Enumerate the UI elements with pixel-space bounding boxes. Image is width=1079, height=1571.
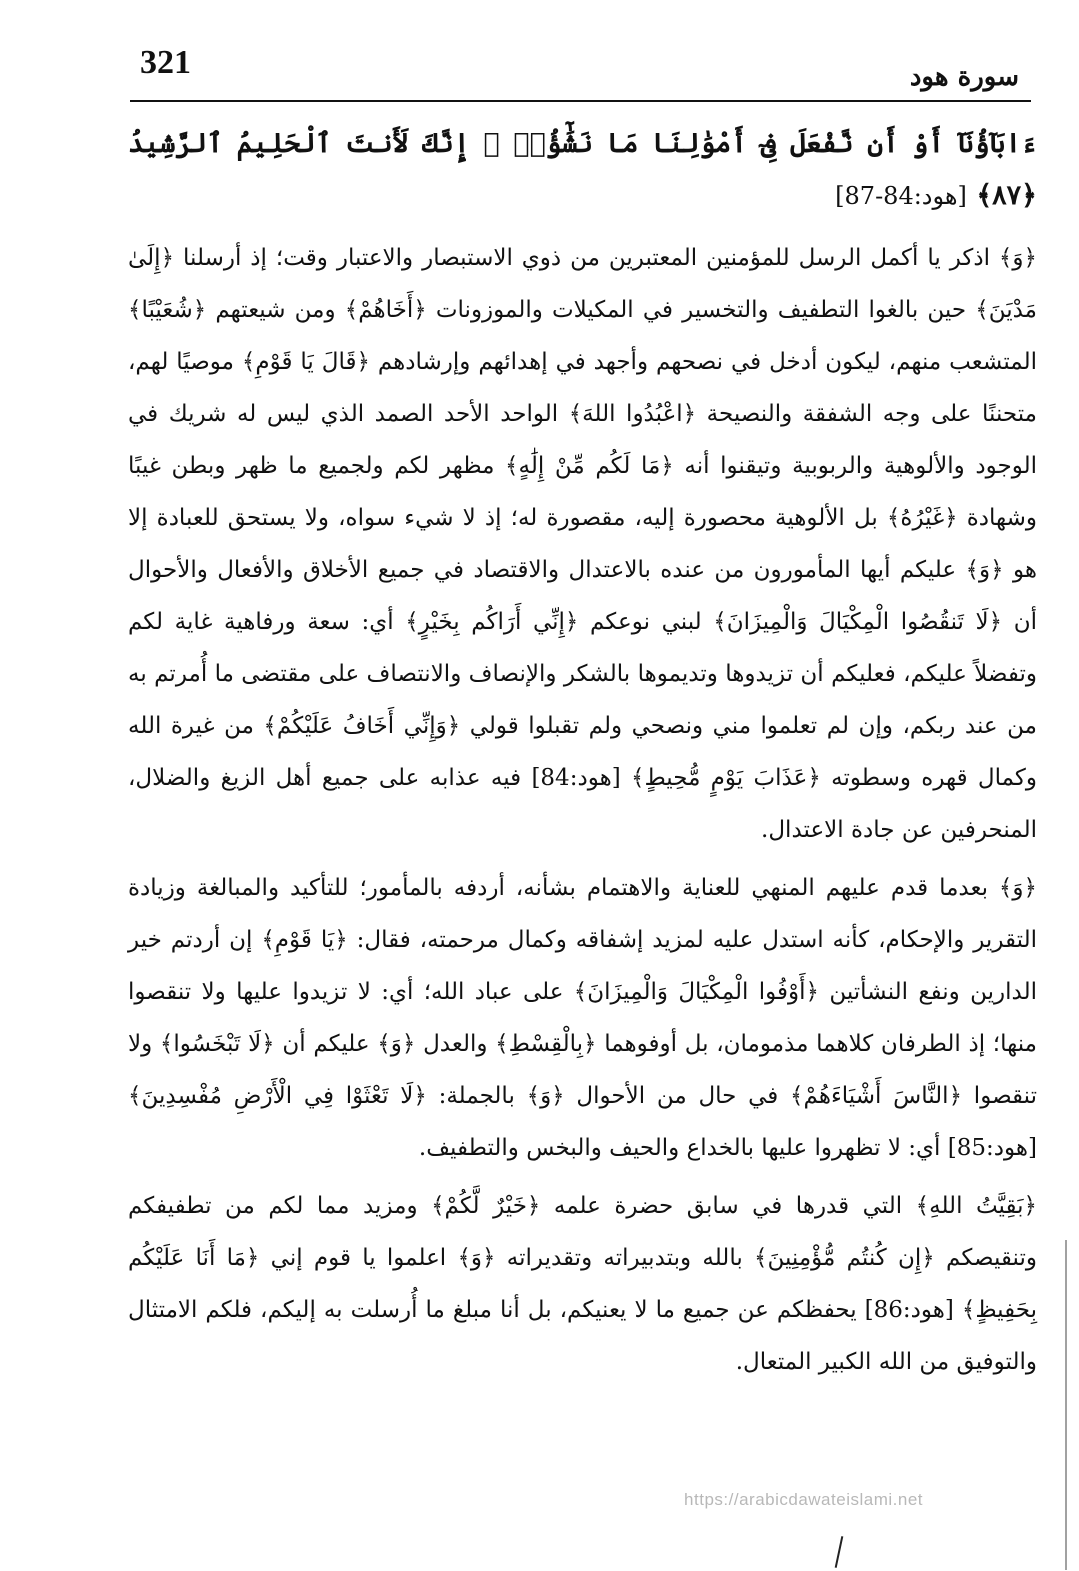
page-header (130, 40, 1031, 102)
surah-name: سورة هود (909, 62, 1019, 92)
page-edge-shadow (1065, 1240, 1075, 1570)
verse-text: ءَابَآؤُنَآ أَوْ أَن نَّفْعَلَ فِىٓ أَمْوَٰلِنَا مَا نَشَٰٓؤُا۟ ۖ إِنَّكَ لَأَنتَ ٱلْحَلِيمُ ٱلرَّشِيدُ ﴿٨٧﴾ (128, 128, 1037, 211)
verse-reference: [هود:84-87] (835, 182, 967, 210)
commentary-paragraph-2: ﴿وَ﴾ بعدما قدم عليهم المنهي للعناية والاهتمام بشأنه، أردفه بالمأمور؛ للتأكيد والمبالغة وزيادة التقرير والإحكام، كأنه استدل عليه لمزيد إشفاقه وكمال مرحمته، فقال: ﴿يَا قَوْمِ﴾ إن أردتم خير الدارين ونفع النشأتين ﴿أَوْفُوا الْمِكْيَالَ وَالْمِيزَانَ﴾ على عباد الله؛ أي: لا تزيدوا عليها ولا تنقصوا منها؛ إذ الطرفان كلاهما مذمومان، بل أوفوهما ﴿بِالْقِسْطِ﴾ والعدل ﴿وَ﴾ عليكم أن ﴿لَا تَبْخَسُوا﴾ ولا تنقصوا ﴿النَّاسَ أَشْيَاءَهُمْ﴾ في حال من الأحوال ﴿وَ﴾ بالجملة: ﴿لَا تَعْثَوْا فِي الْأَرْضِ مُفْسِدِينَ﴾ [هود:85] أي: لا تظهروا عليها بالخداع والحيف والبخس والتطفيف. (128, 875, 1037, 1161)
watermark-url: https://arabicdawateislami.net (684, 1490, 923, 1509)
quran-verse (128, 118, 1037, 222)
commentary-paragraph-1: ﴿وَ﴾ اذكر يا أكمل الرسل للمؤمنين المعتبرين من ذوي الاستبصار والاعتبار وقت؛ إذ أرسلنا ﴿إِلَىٰ مَدْيَنَ﴾ حين بالغوا التطفيف والتخسير في المكيلات والموزونات ﴿أَخَاهُمْ﴾ ومن شيعتهم ﴿شُعَيْبًا﴾ المتشعب منهم، ليكون أدخل في نصحهم وأجهد في إهدائهم وإرشادهم ﴿قَالَ يَا قَوْمِ﴾ موصيًا لهم، متحننًا على وجه الشفقة والنصيحة ﴿اعْبُدُوا اللهَ﴾ الواحد الأحد الصمد الذي ليس له شريك في الوجود والألوهية والربوبية وتيقنوا أنه ﴿مَا لَكُم مِّنْ إِلَٰهٍ﴾ مظهر لكم ولجميع ما ظهر وبطن غيبًا وشهادة ﴿غَيْرُهُ﴾ بل الألوهية محصورة إليه، مقصورة له؛ إذ لا شيء سواه، ولا يستحق للعبادة إلا هو ﴿وَ﴾ عليكم أيها المأمورون من عنده بالاعتدال والاقتصاد في جميع الأخلاق والأفعال والأحوال أن ﴿لَا تَنقُصُوا الْمِكْيَالَ وَالْمِيزَانَ﴾ لبني نوعكم ﴿إِنِّي أَرَاكُم بِخَيْرٍ﴾ أي: سعة ورفاهية غاية لكم وتفضلاً عليكم، فعليكم أن تزيدوها وتديموها بالشكر والإنصاف والانتصاف على مقتضى ما أُمرتم به من عند ربكم، وإن لم تعلموا مني ونصحي ولم تقبلوا قولي ﴿وَإِنِّي أَخَافُ عَلَيْكُمْ﴾ من غيرة الله وكمال قهره وسطوته ﴿عَذَابَ يَوْمٍ مُّحِيطٍ﴾ [هود:84] فيه عذابه على جميع أهل الزيغ والضلال، المنحرفين عن جادة الاعتدال. (128, 245, 1037, 843)
page-number: 321 (140, 44, 191, 81)
page-body (128, 118, 1037, 1394)
commentary-paragraph-3: ﴿بَقِيَّتُ اللهِ﴾ التي قدرها في سابق حضرة علمه ﴿خَيْرٌ لَّكُمْ﴾ ومزيد مما لكم من تطفيفكم وتنقيصكم ﴿إِن كُنتُم مُّؤْمِنِينَ﴾ بالله وبتدبيراته وتقديراته ﴿وَ﴾ اعلموا يا قوم إني ﴿مَا أَنَا عَلَيْكُم بِحَفِيظٍ﴾ [هود:86] يحفظكم عن جميع ما لا يعنيكم، بل أنا مبلغ ما أُرسلت به إليكم، فلكم الامتثال والتوفيق من الله الكبير المتعال. (128, 1193, 1037, 1375)
header-divider (130, 100, 1031, 102)
scan-pen-mark (835, 1536, 844, 1568)
